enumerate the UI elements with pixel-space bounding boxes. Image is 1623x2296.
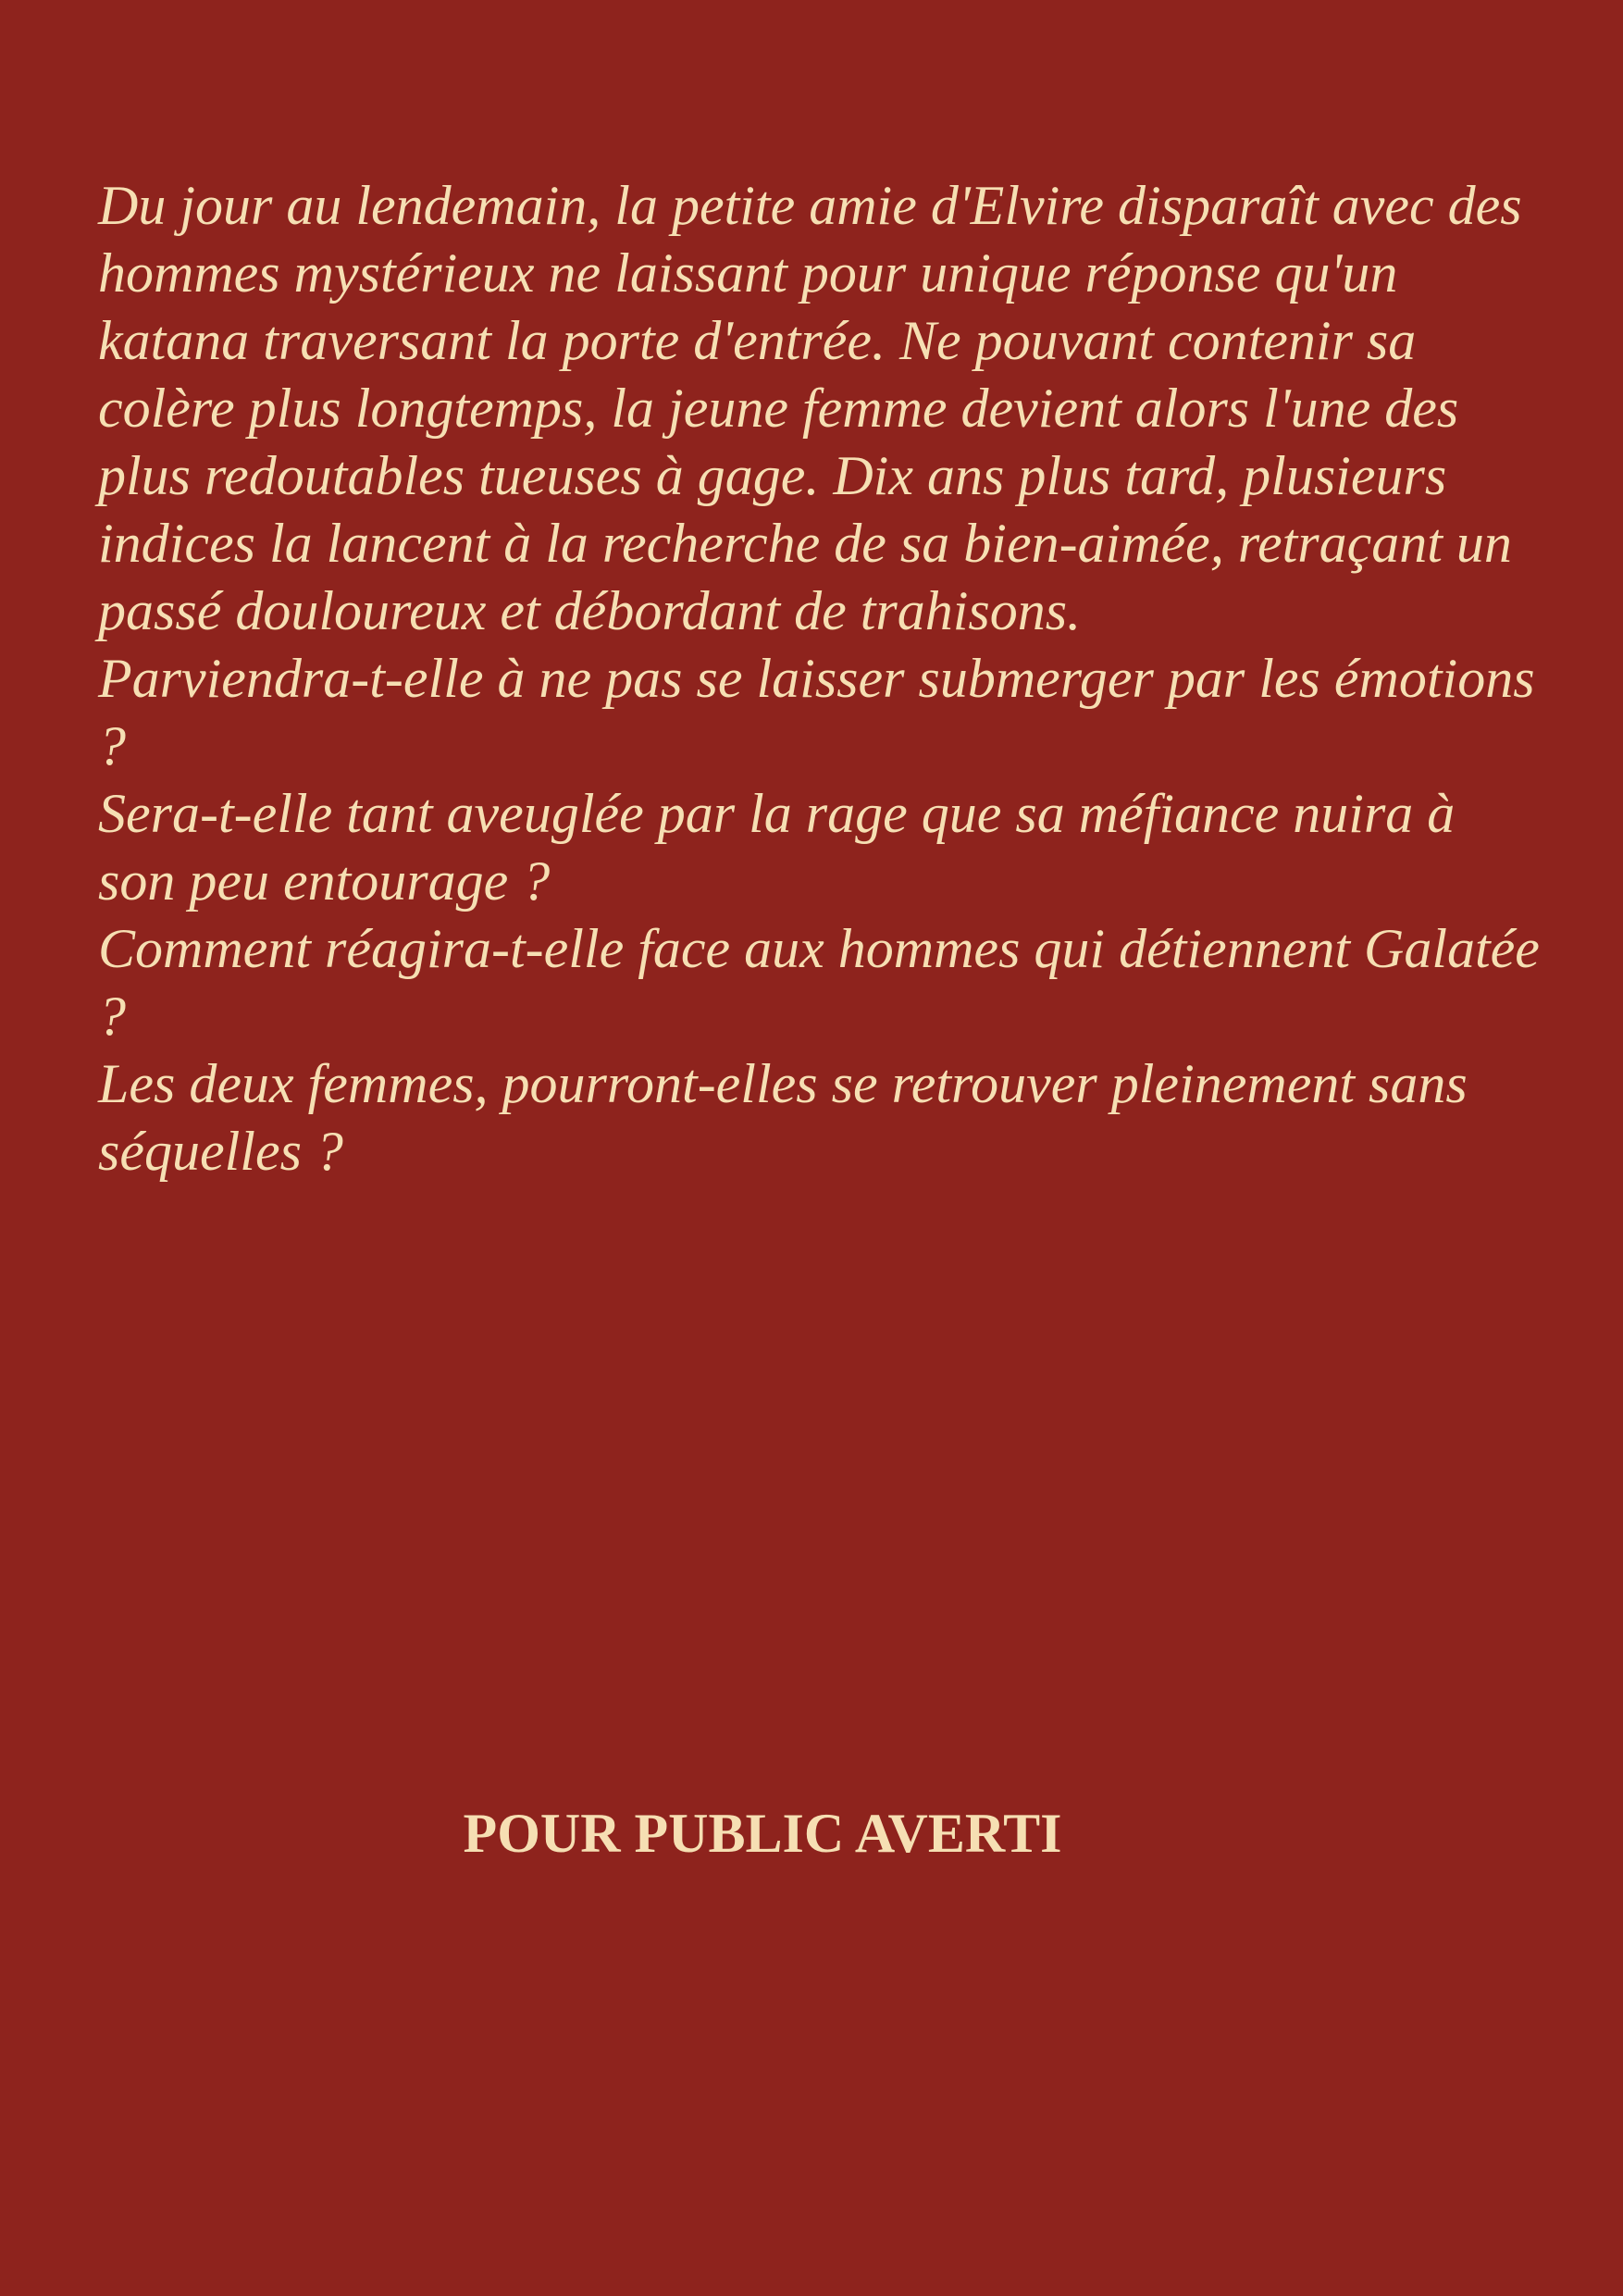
question-4: Les deux femmes, pourront-elles se retrouver pleinement sans séquelles ? (98, 1053, 1468, 1182)
question-2: Sera-t-elle tant aveuglée par la rage que sa méfiance nuira à son peu entourage ? (98, 783, 1456, 912)
audience-warning: POUR PUBLIC AVERTI (463, 1803, 1062, 1864)
question-3: Comment réagira-t-elle face aux hommes qui détiennent Galatée ? (98, 918, 1540, 1047)
question-1: Parviendra-t-elle à ne pas se laisser submerger par les émotions ? (98, 648, 1535, 776)
synopsis-text (98, 172, 1542, 1185)
synopsis-paragraph: Du jour au lendemain, la petite amie d'Elvire disparaît avec des hommes mystérieux ne laissant pour unique réponse qu'un katana traversant la porte d'entrée. Ne pouvant contenir sa colère plus longtemps, la jeune femme devient alors l'une des plus redoutables tueuses à gage. Dix ans plus tard, plusieurs indices la lancent à la recherche de sa bien-aimée, retraçant un passé douloureux et débordant de trahisons. (98, 175, 1522, 641)
